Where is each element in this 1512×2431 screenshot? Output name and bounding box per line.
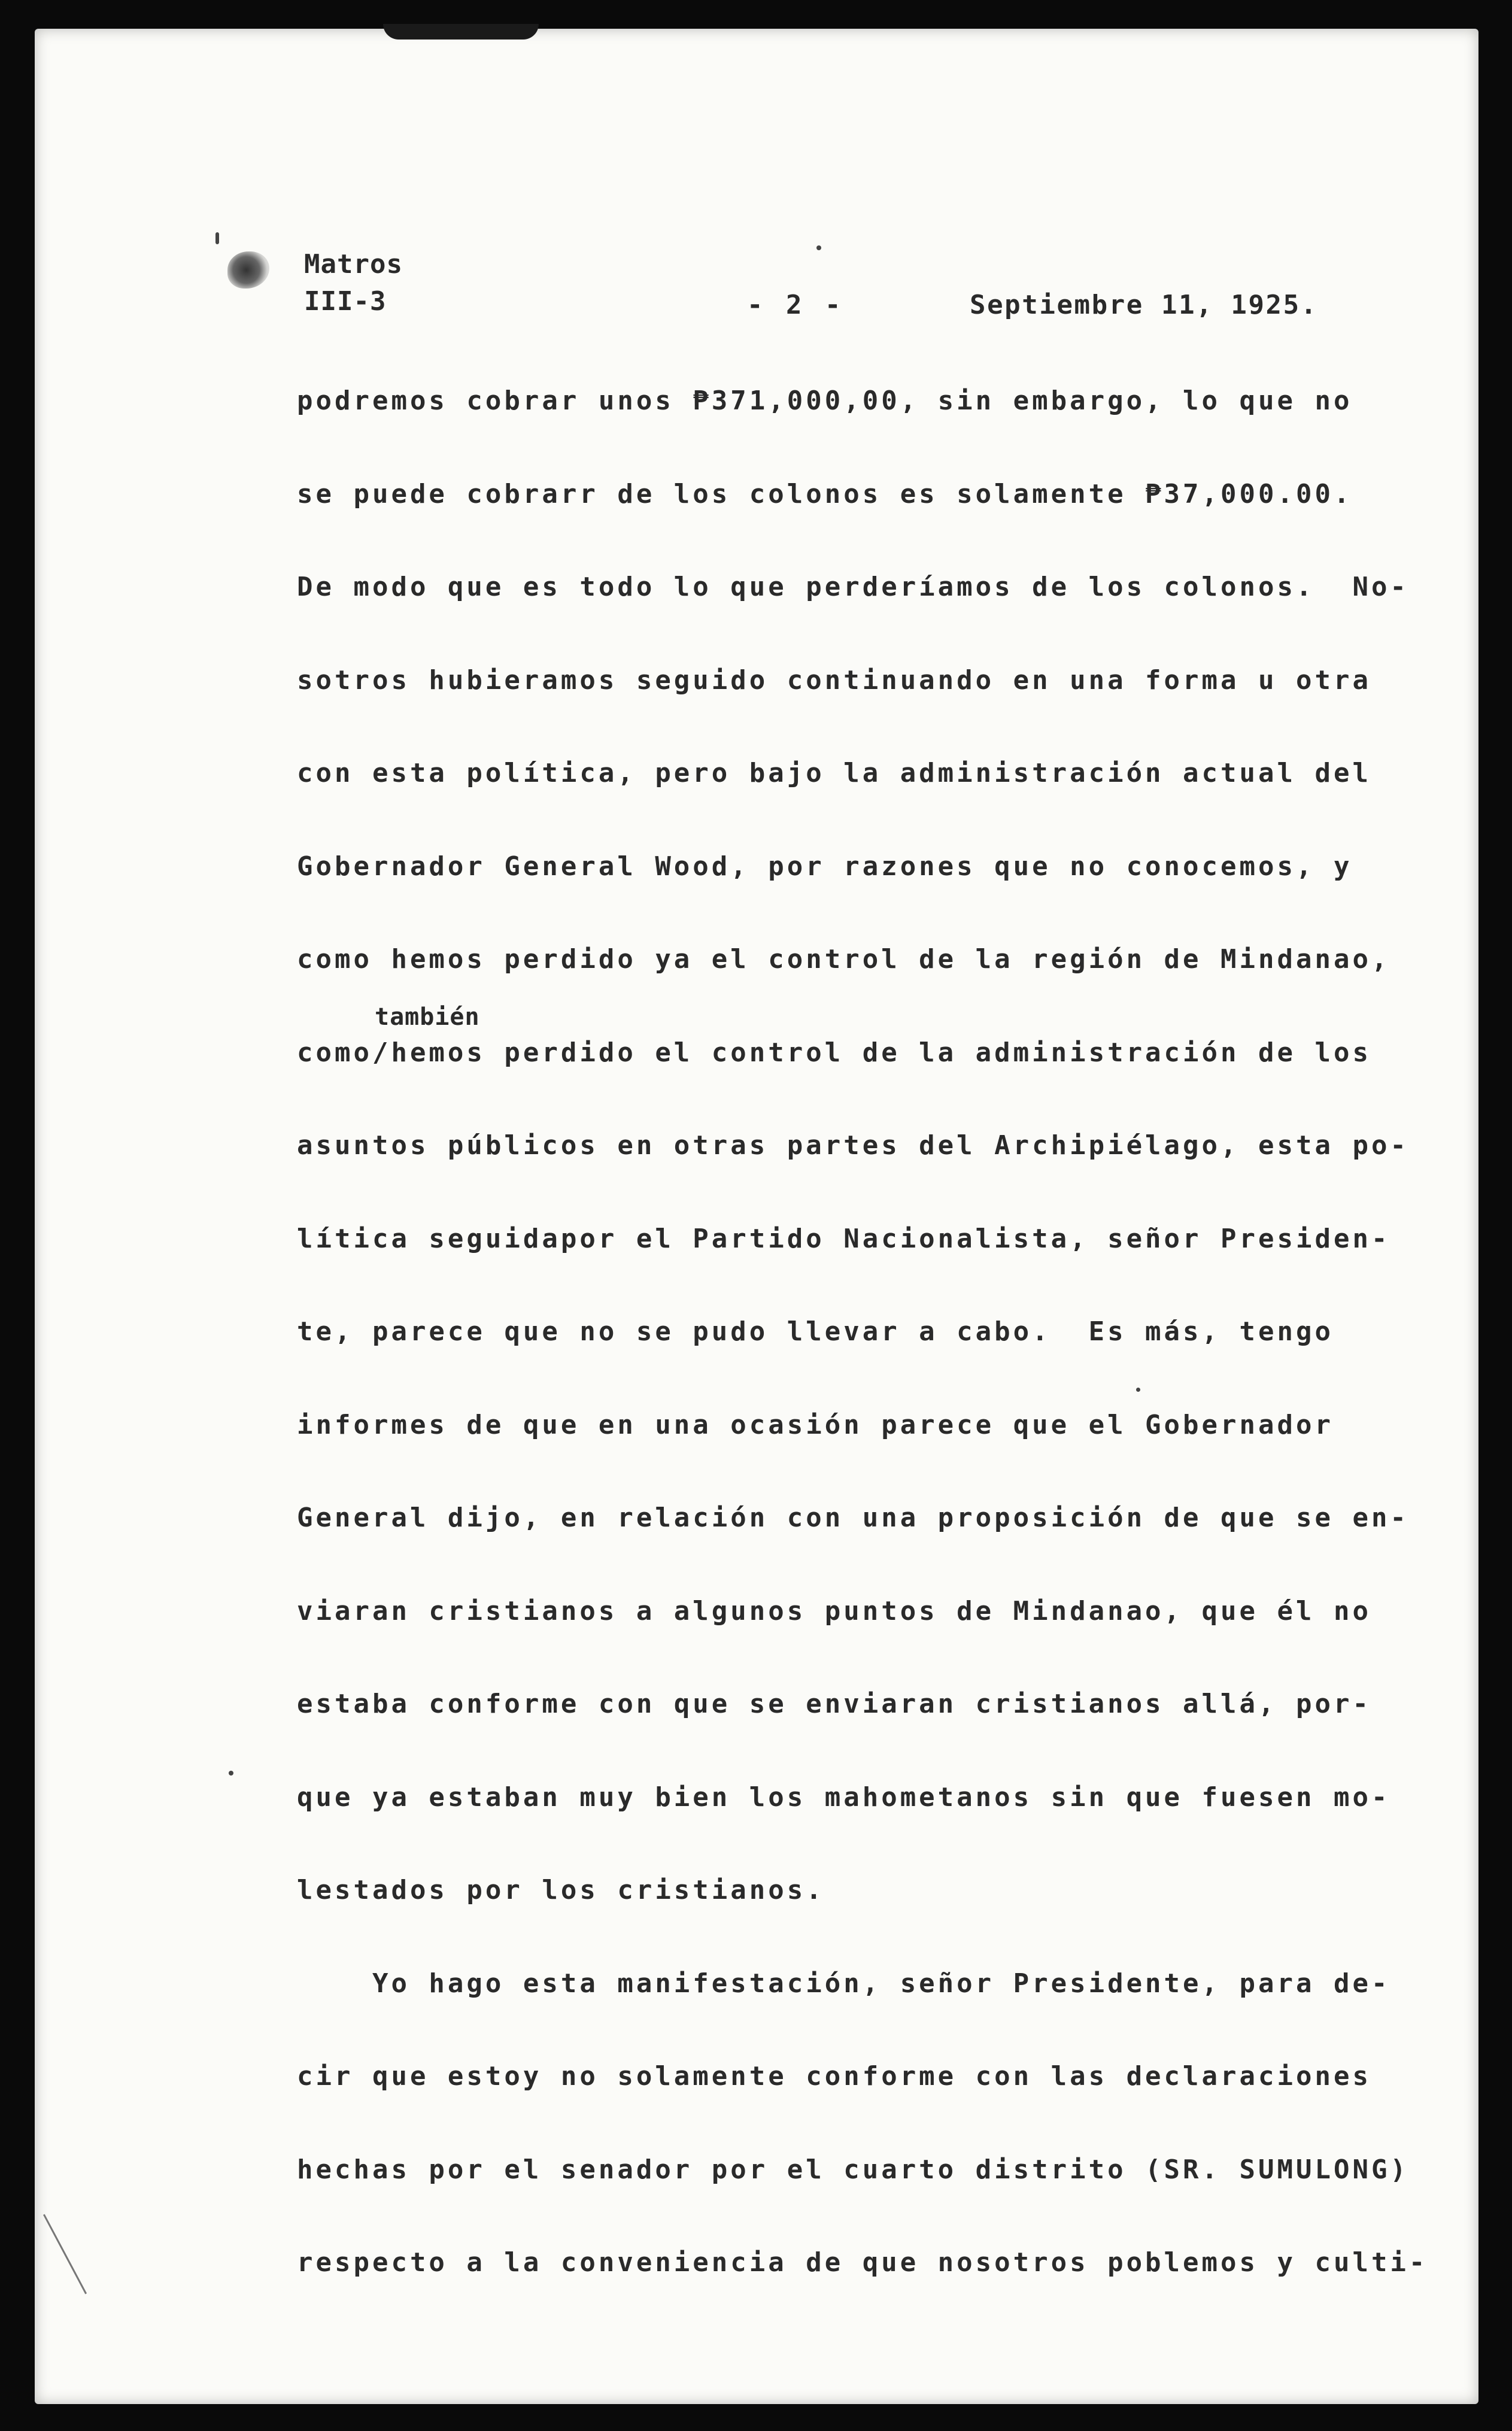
text-line: informes de que en una ocasión parece que el Gobernador bbox=[297, 1409, 1334, 1440]
text-line: como/hemos perdido el control de la administración de los bbox=[297, 1037, 1371, 1068]
text-line: viaran cristianos a algunos puntos de Mindanao, que él no bbox=[297, 1595, 1371, 1626]
header-code: III-3 bbox=[304, 286, 387, 317]
text-line: asuntos públicos en otras partes del Archipiélago, esta po- bbox=[297, 1130, 1409, 1161]
ink-speck bbox=[215, 232, 219, 244]
text-line: cir que estoy no solamente conforme con las declaraciones bbox=[297, 2061, 1371, 2092]
text-line: lestados por los cristianos. bbox=[297, 1875, 825, 1905]
text-line: como hemos perdido ya el control de la región de Mindanao, bbox=[297, 944, 1390, 975]
text-line: estaba conforme con que se enviaran cristianos allá, por- bbox=[297, 1689, 1371, 1719]
text-line: Gobernador General Wood, por razones que no conocemos, y bbox=[297, 851, 1353, 882]
text-line: se puede cobrarr de los colonos es solamente ₱37,000.00. bbox=[297, 478, 1353, 509]
text-line: lítica seguidapor el Partido Nacionalista, señor Presiden- bbox=[297, 1223, 1390, 1254]
ink-speck bbox=[229, 1771, 233, 1776]
text-line: podremos cobrar unos ₱371,000,00, sin embargo, lo que no bbox=[297, 386, 1353, 416]
handwritten-insertion: también bbox=[375, 1003, 480, 1031]
text-line: respecto a la conveniencia de que nosotros poblemos y culti- bbox=[297, 2247, 1428, 2278]
text-line: Yo hago esta manifestación, señor Presidente, para de- bbox=[297, 1968, 1390, 1999]
header-name: Matros bbox=[304, 249, 403, 280]
page-number: - 2 - bbox=[747, 290, 845, 320]
text-line: De modo que es todo lo que perderíamos de los colonos. No- bbox=[297, 572, 1409, 602]
text-line: hechas por el senador por el cuarto distrito (SR. SUMULONG) bbox=[297, 2154, 1409, 2185]
header-date: Septiembre 11, 1925. bbox=[970, 290, 1318, 320]
text-line: con esta política, pero bajo la administración actual del bbox=[297, 758, 1371, 788]
text-line: te, parece que no se pudo llevar a cabo. Es más, tengo bbox=[297, 1316, 1334, 1347]
torn-paper-edge bbox=[383, 24, 539, 40]
text-line: que ya estaban muy bien los mahometanos sin que fuesen mo- bbox=[297, 1781, 1390, 1813]
text-line: General dijo, en relación con una proposición de que se en- bbox=[297, 1503, 1409, 1533]
ink-speck bbox=[816, 245, 821, 250]
text-line: sotros hubieramos seguido continuando en una forma u otra bbox=[297, 664, 1371, 696]
ink-speck bbox=[1136, 1388, 1140, 1392]
